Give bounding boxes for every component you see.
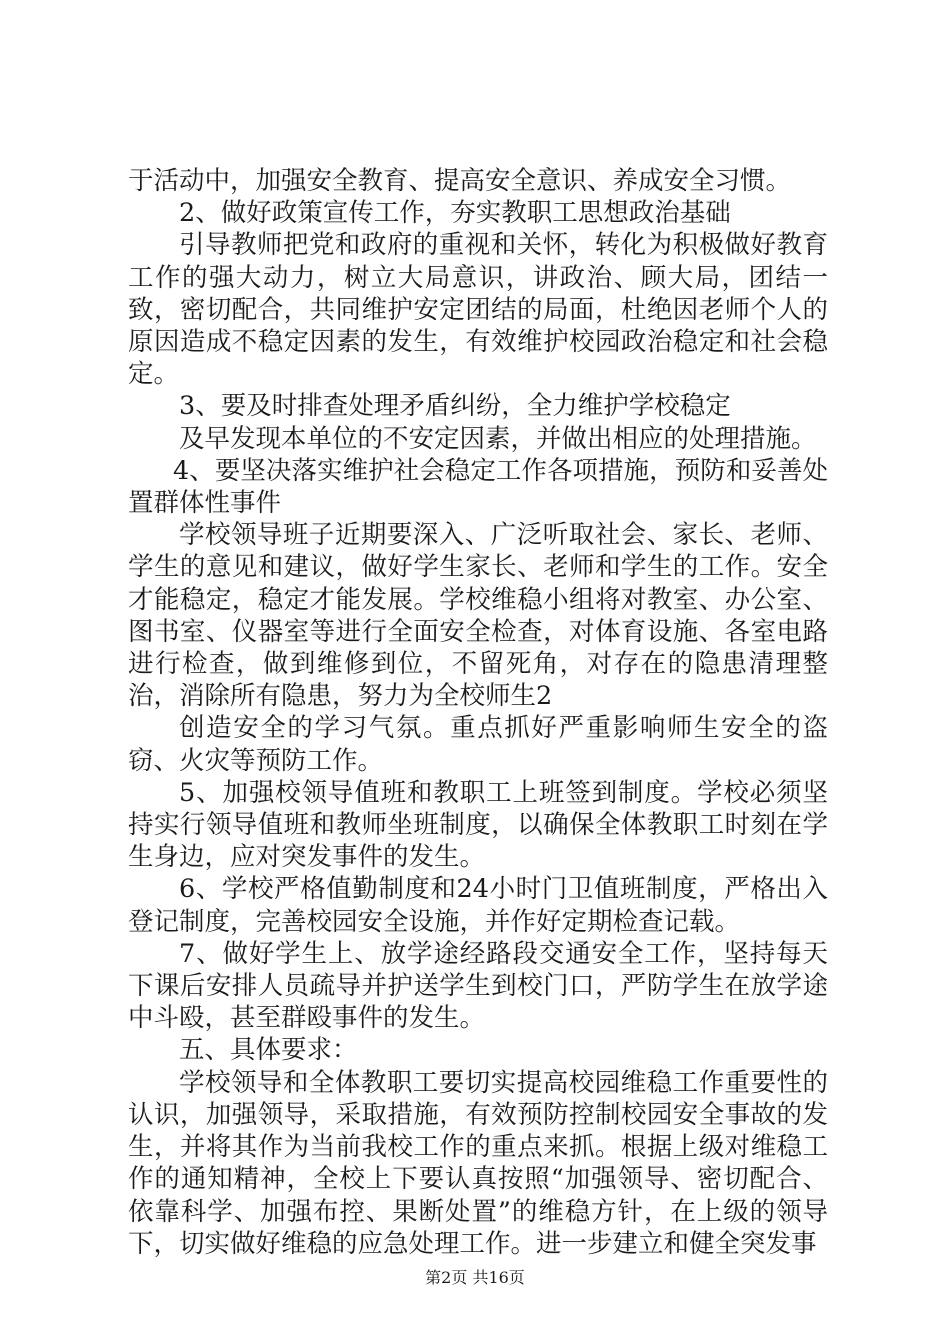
paragraph-1: 于活动中，加强安全教育、提高安全意识、养成安全习惯。 xyxy=(128,166,792,196)
document-body xyxy=(128,165,828,1260)
paragraph-13: 学校领导和全体教职工要切实提高校园维稳工作重要性的认识，加强领导，采取措施，有效预防控制校园安全事故的发生，并将其作为当前我校工作的重点来抓。根据上级对维稳工作的通知精神，全校上下要认真按照“加强领导、密切配合、依靠科学、加强布控、果断处置”的维稳方针，在上级的领导下，切实做好维稳的应急处理工作。进一步建立和健全突发事 xyxy=(128,1067,828,1259)
paragraph-11: 7、做好学生上、放学途经路段交通安全工作，坚持每天下课后安排人员疏导并护送学生到校门口，严防学生在放学途中斗殴，甚至群殴事件的发生。 xyxy=(128,938,828,1034)
page-number-footer: 第2页 共16页 xyxy=(425,1268,525,1287)
paragraph-12: 五、具体要求： xyxy=(179,1035,358,1066)
paragraph-8: 创造安全的学习气氛。重点抓好严重影响师生安全的盗窃、火灾等预防工作。 xyxy=(128,713,828,776)
paragraph-5: 及早发现本单位的不安定因素，并做出相应的处理措施。 xyxy=(179,423,817,454)
paragraph-7: 学校领导班子近期要深入、广泛听取社会、家长、老师、学生的意见和建议，做好学生家长、老师和学生的工作。安全才能稳定，稳定才能发展。学校维稳小组将对教室、办公室、图书室、仪器室等进行全面安全检查，对体育设施、各室电路进行检查，做到维修到位，不留死角，对存在的隐患清理整治，消除所有隐患，努力为全校师生2 xyxy=(128,520,828,712)
paragraph-2: 2、做好政策宣传工作，夯实教职工思想政治基础 xyxy=(179,198,731,229)
paragraph-3: 引导教师把党和政府的重视和关怀，转化为积极做好教育工作的强大动力，树立大局意识，讲政治、顾大局，团结一致，密切配合，共同维护安定团结的局面，杜绝因老师个人的原因造成不稳定因素的发生，有效维护校园政治稳定和社会稳定。 xyxy=(128,230,828,390)
paragraph-9: 5、加强校领导值班和教职工上班签到制度。学校必须坚持实行领导值班和教师坐班制度，以确保全体教职工时刻在学生身边，应对突发事件的发生。 xyxy=(128,777,828,873)
paragraph-10: 6、学校严格值勤制度和24小时门卫值班制度，严格出入登记制度，完善校园安全设施，并作好定期检查记载。 xyxy=(128,874,828,937)
paragraph-6: 4、要坚决落实维护社会稳定工作各项措施，预防和妥善处置群体性事件 xyxy=(128,455,828,519)
paragraph-4: 3、要及时排查处理矛盾纠纷，全力维护学校稳定 xyxy=(179,391,731,422)
